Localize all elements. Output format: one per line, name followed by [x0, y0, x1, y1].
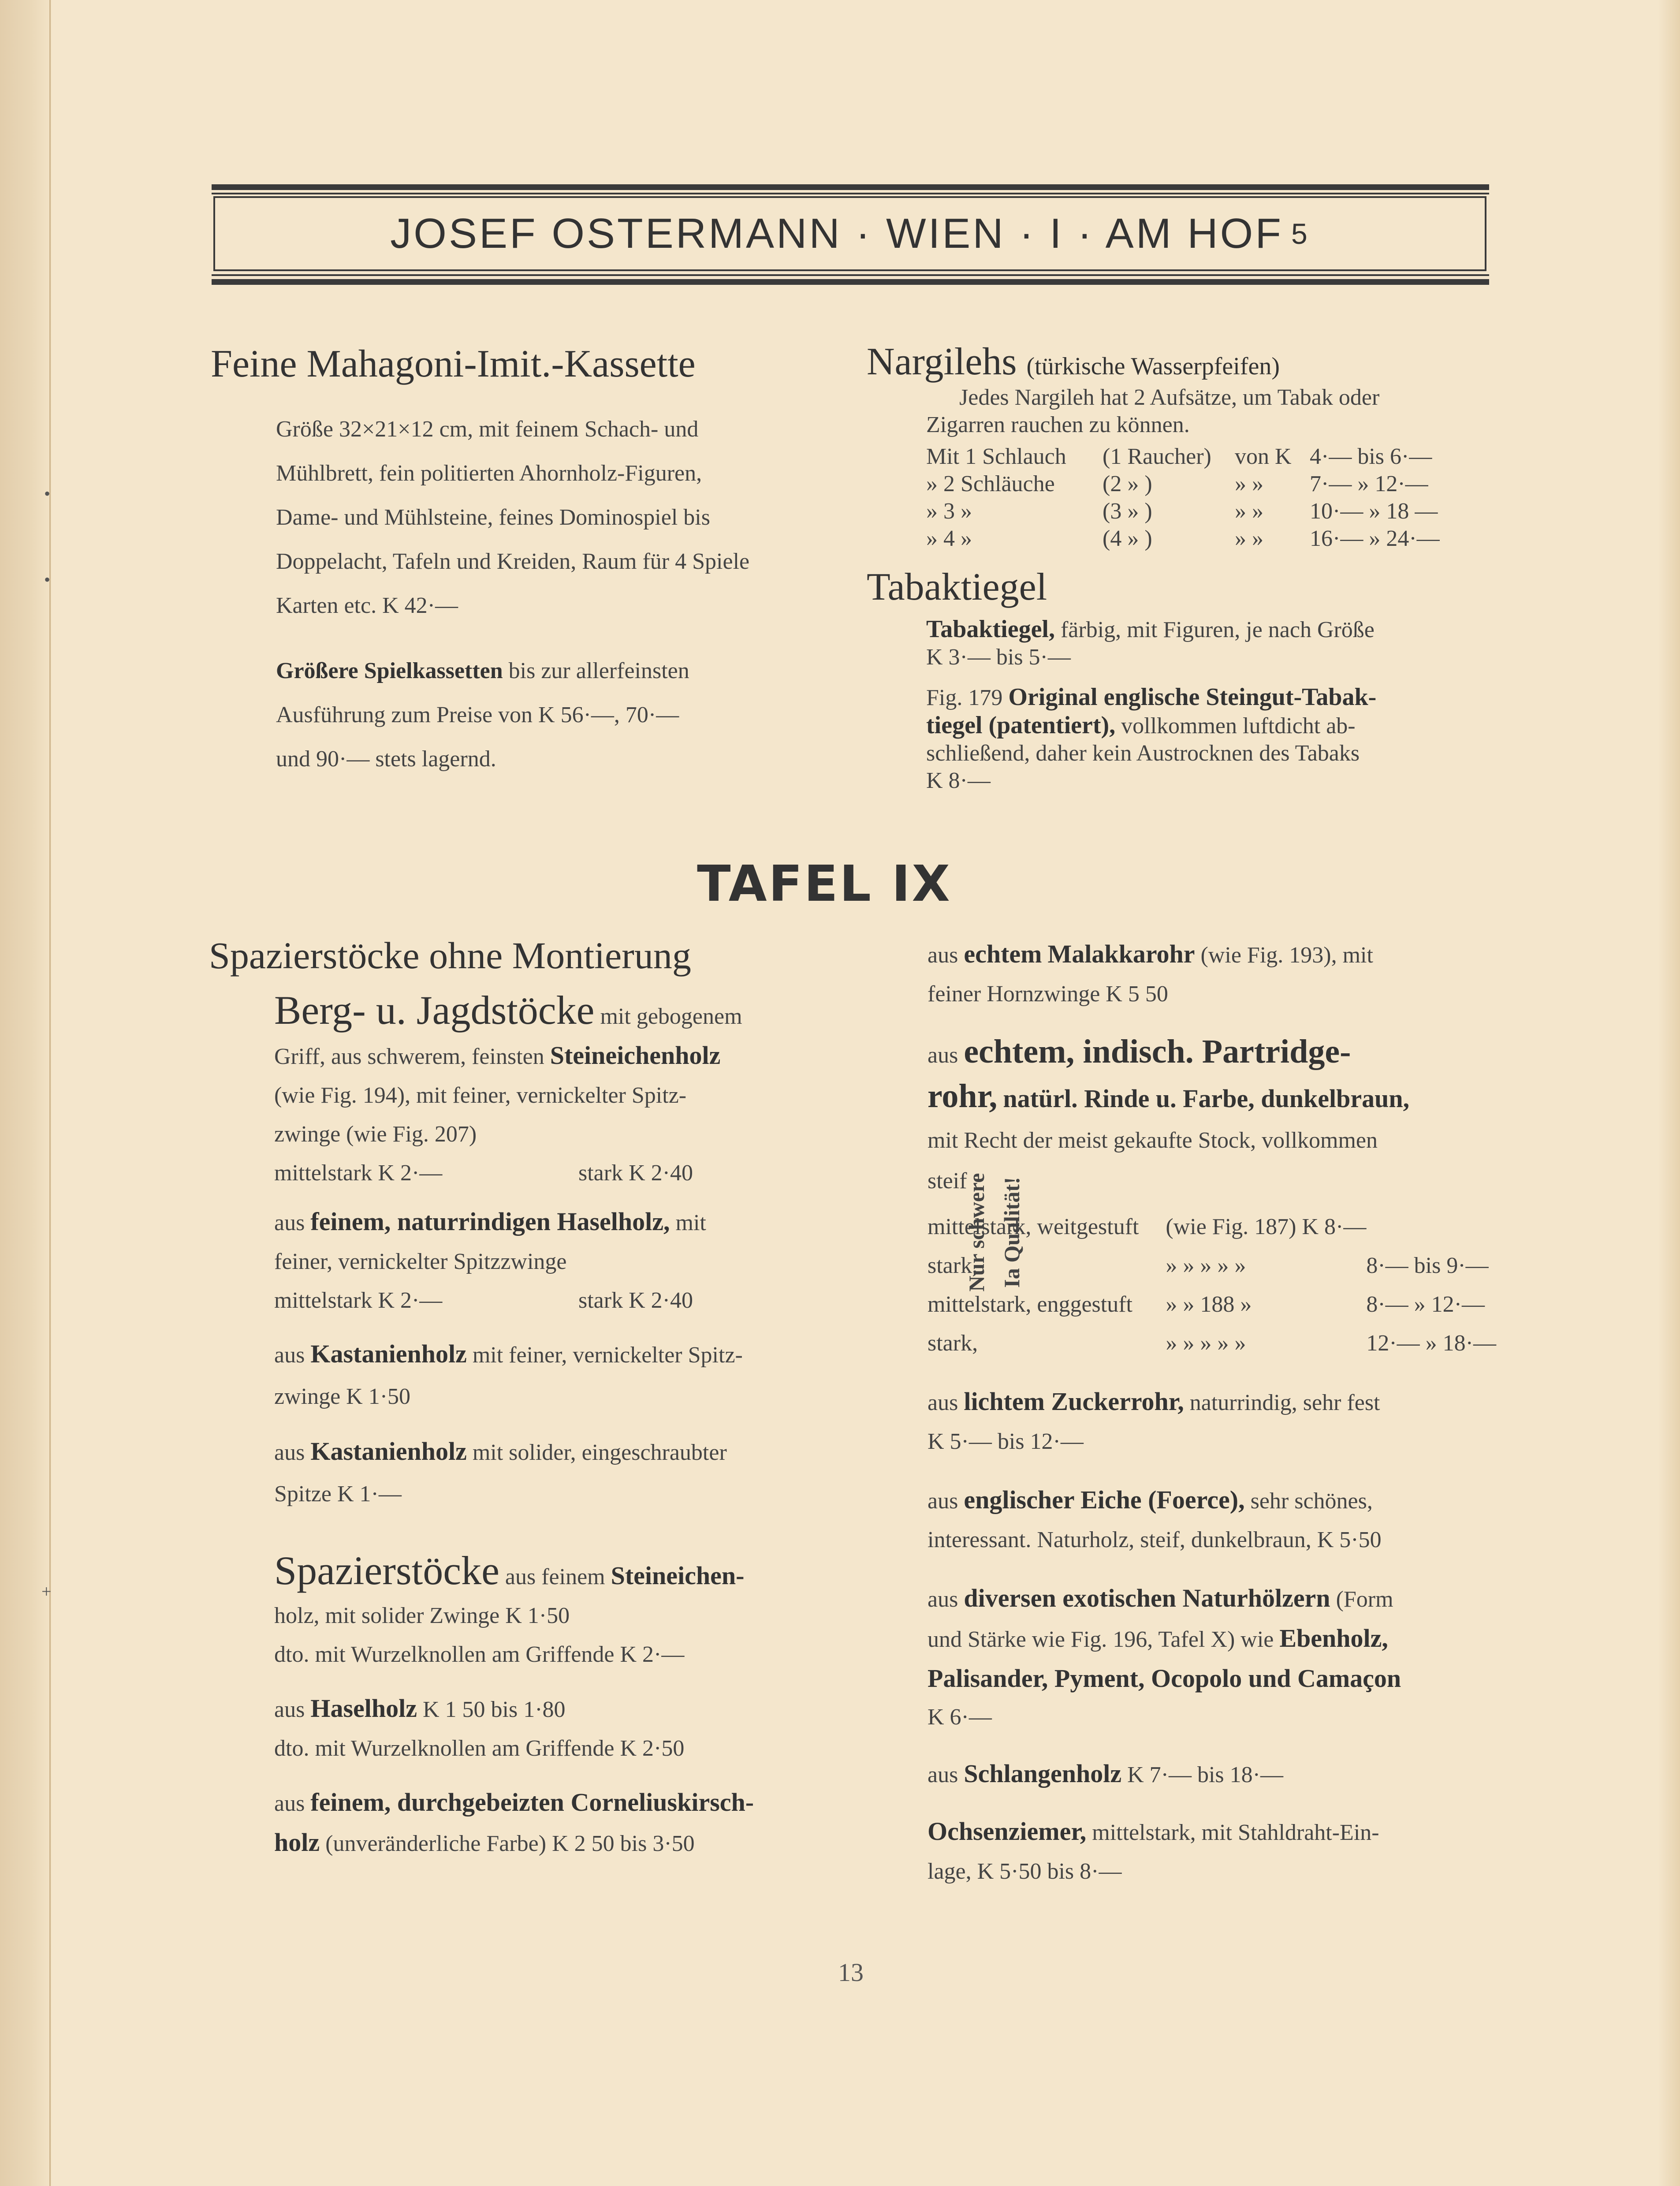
page-edge: [1658, 0, 1680, 2186]
kassette-more-line: Ausführung zum Preise von K 56·—, 70·—: [276, 702, 679, 728]
fig-text: schließend, daher kein Austrocknen des Tabaks: [926, 741, 1360, 766]
berg-title: Berg- u. Jagdstöcke: [274, 987, 595, 1033]
item-bold: Kastanienholz: [310, 1339, 467, 1368]
section-title: Spazierstöcke ohne Montierung: [209, 934, 691, 977]
item-text: aus: [274, 1791, 305, 1816]
item-text: mit Recht der meist gekaufte Stock, vollkommen: [928, 1128, 1378, 1153]
item-price: K 7·— bis 18·—: [1127, 1762, 1283, 1787]
item-text: interessant. Naturholz, steif, dunkelbraun, K 5·50: [928, 1527, 1382, 1552]
item-bold: echtem: [964, 940, 1042, 968]
berg-text: zwinge (wie Fig. 207): [274, 1121, 477, 1147]
table-cell: [1366, 1208, 1496, 1246]
item-bold: feinem, durchgebeizten Corneliuskirsch-: [310, 1787, 754, 1817]
item-text: mittelstark, mit Stahldraht-Ein-: [1092, 1820, 1379, 1845]
table-cell: » »: [1235, 471, 1263, 497]
item-bold: feinem, naturrindigen Haselholz,: [310, 1207, 670, 1236]
malakka-item: [928, 935, 1496, 1014]
table-cell: 10·— » 18 —: [1310, 499, 1438, 524]
margin-mark: •: [44, 484, 51, 504]
item-price: zwinge K 1·50: [274, 1384, 411, 1409]
item-bold: Haselholz: [310, 1694, 417, 1723]
kassette-line: Mühlbrett, fein politierten Ahornholz-Figuren,: [276, 461, 702, 486]
table-cell: » » » » »: [1166, 1331, 1246, 1356]
tabaktiegel-bold: Tabaktiegel,: [926, 616, 1055, 643]
item-text: aus: [274, 1210, 305, 1235]
item-text: mit feiner, vernickelter Spitz-: [472, 1342, 743, 1368]
partridge-item: [928, 1031, 1496, 1201]
ochsenziemer-item: [928, 1812, 1496, 1891]
table-row: [928, 1324, 1496, 1363]
tabaktiegel-text: [926, 616, 1493, 671]
nargilehs-title: Nargilehs: [867, 340, 1017, 383]
margin-mark: •: [44, 570, 51, 589]
margin-mark: +: [41, 1582, 52, 1601]
item-price: lage, K 5·50 bis 8·—: [928, 1859, 1122, 1884]
item-title: echtem, indisch. Partridge-: [964, 1033, 1351, 1070]
nargilehs-line: Jedes Nargileh hat 2 Aufsätze, um Tabak oder: [959, 385, 1380, 410]
table-cell: Mit 1 Schlauch: [926, 444, 1066, 470]
item-text: aus: [928, 943, 958, 968]
table-cell: » » 188 »: [1166, 1292, 1252, 1317]
berg-text: (wie Fig. 194), mit feiner, vernickelter Spitz-: [274, 1082, 687, 1108]
nargilehs-section: [867, 339, 1493, 795]
table-cell: » 2 Schläuche: [926, 471, 1055, 497]
table-cell: mittelstark, weitgestuft: [928, 1214, 1139, 1239]
table-cell: 7·— » 12·—: [1310, 471, 1428, 497]
header-title: [215, 198, 1485, 269]
page-number: 13: [838, 1958, 864, 1987]
item-text: (Form: [1336, 1587, 1393, 1612]
item-text: aus: [928, 1043, 958, 1068]
right-column: [928, 935, 1496, 1891]
item-text: aus: [274, 1697, 305, 1722]
kassette-more-title: Größere Spielkassetten: [276, 658, 503, 684]
schlangenholz-item: [928, 1754, 1496, 1794]
table-row: [926, 525, 1440, 552]
cornelius-item: [274, 1783, 861, 1863]
item-bold: Kastanienholz: [310, 1436, 467, 1466]
item-title: Spazierstöcke: [274, 1548, 499, 1593]
table-cell: von K: [1235, 444, 1292, 470]
table-row: [926, 470, 1440, 498]
table-cell: mittelstark, enggestuft: [928, 1292, 1133, 1317]
table-cell: (4 » ): [1103, 526, 1152, 552]
item-bold: Steineichen-: [611, 1561, 745, 1590]
tafel-heading: TAFEL IX: [697, 855, 952, 913]
item-price: stark K 2·40: [578, 1287, 693, 1313]
item-text: dto. mit Wurzelknollen am Griffende K 2·—: [274, 1641, 685, 1667]
item-price: (unveränderliche Farbe) K 2 50 bis 3·50: [325, 1831, 695, 1856]
item-text: aus: [274, 1342, 305, 1368]
item-text: aus feinem: [505, 1564, 605, 1589]
item-price: K 5·— bis 12·—: [928, 1429, 1084, 1454]
item-text: aus: [928, 1390, 958, 1415]
item-text: naturrindig, sehr fest: [1189, 1390, 1380, 1415]
header-number: 5: [1291, 217, 1310, 250]
item-price: mittelstark K 2·—: [274, 1287, 443, 1313]
kassette-line: Größe 32×21×12 cm, mit feinem Schach- und: [276, 417, 699, 442]
spazierstoecke-item: [274, 1548, 861, 1674]
table-cell: 16·— » 24·—: [1310, 526, 1440, 552]
table-cell: » »: [1235, 499, 1263, 524]
item-text: feiner, vernickelter Spitzzwinge: [274, 1249, 567, 1274]
kastanien-item-1: [274, 1333, 861, 1418]
sidenote-line: Nur schwere: [964, 1173, 989, 1292]
nargilehs-price-table: [926, 443, 1440, 552]
item-title: rohr,: [928, 1078, 998, 1115]
header-rule-bottom-thin: [212, 274, 1489, 276]
partridge-size-table: [928, 1208, 1496, 1363]
item-text: steif: [928, 1168, 967, 1194]
nargilehs-subtitle: (türkische Wasserpfeifen): [1026, 353, 1280, 380]
item-price: K 6·—: [928, 1705, 992, 1730]
fig-price: K 8·—: [926, 768, 991, 794]
header-rule-bottom: [212, 279, 1489, 285]
table-cell: 4·— bis 6·—: [1310, 444, 1432, 470]
kassette-more-text: bis zur allerfeinsten: [508, 658, 689, 684]
table-row: [928, 1246, 1496, 1285]
zuckerrohr-item: [928, 1382, 1496, 1461]
hasel-item: [274, 1202, 861, 1320]
tabaktiegel-price: K 3·— bis 5·—: [926, 645, 1071, 670]
tabaktiegel-title: Tabaktiegel: [867, 566, 1047, 609]
table-cell: 12·— » 18·—: [1366, 1331, 1496, 1356]
item-bold: natürl. Rinde u. Farbe, dunkelbraun,: [1003, 1084, 1410, 1113]
haselholz-item: [274, 1689, 861, 1768]
header-title-text: JOSEF OSTERMANN · WIEN · I · AM HOF: [390, 210, 1283, 257]
item-price: K 1 50 bis 1·80: [423, 1697, 566, 1722]
berg-text: Griff, aus schwerem, feinsten: [274, 1044, 544, 1069]
berg-price: mittelstark K 2·—: [274, 1160, 443, 1186]
header-rule-top-thin: [212, 193, 1489, 194]
page-fold: [49, 0, 51, 2186]
item-text: mit solider, eingeschraubter: [472, 1440, 727, 1465]
header-box: [213, 196, 1486, 271]
kassette-section: [211, 342, 846, 781]
table-cell: 8·— bis 9·—: [1366, 1253, 1489, 1278]
item-price: Spitze K 1·—: [274, 1481, 402, 1507]
table-cell: stark,: [928, 1331, 978, 1356]
table-cell: (1 Raucher): [1103, 444, 1211, 470]
table-cell: (2 » ): [1103, 471, 1152, 497]
item-price: feiner Hornzwinge K 5 50: [928, 981, 1168, 1007]
nargilehs-line: Zigarren rauchen zu können.: [926, 412, 1190, 438]
fig-text: vollkommen luftdicht ab-: [1121, 713, 1356, 739]
item-text: und Stärke wie Fig. 196, Tafel X) wie: [928, 1627, 1274, 1652]
item-bold: Schlangenholz: [964, 1759, 1122, 1788]
left-column: [209, 934, 861, 1863]
kassette-line: Dame- und Mühlsteine, feines Dominospiel bis: [276, 505, 710, 530]
kassette-line: Karten etc. K 42·—: [276, 593, 458, 619]
tabaktiegel-fig: [926, 683, 1493, 795]
nargilehs-text: [867, 384, 1493, 439]
table-row: [928, 1208, 1496, 1246]
header-rule-top: [212, 184, 1489, 190]
berg-text: mit gebogenem: [600, 1003, 742, 1029]
table-cell: » »: [1235, 526, 1263, 552]
berg-item: [274, 987, 861, 1193]
item-bold: Malakkarohr: [1047, 940, 1195, 968]
item-text: aus: [274, 1440, 305, 1465]
table-cell: (wie Fig. 187) K 8·—: [1166, 1214, 1367, 1239]
table-row: [928, 1285, 1496, 1324]
berg-bold: Steineichenholz: [550, 1041, 721, 1070]
item-bold: diversen exotischen Naturhölzern: [964, 1584, 1330, 1612]
table-cell: (3 » ): [1103, 499, 1152, 524]
kassette-text: [276, 407, 846, 628]
kassette-title: Feine Mahagoni-Imit.-Kassette: [211, 343, 696, 385]
table-cell: » » » » »: [1166, 1253, 1246, 1278]
item-bold: englischer Eiche (Foerce),: [964, 1485, 1245, 1514]
item-text: mit: [675, 1210, 706, 1235]
fig-bold: Original englische Steingut-Tabak-: [1008, 683, 1377, 711]
table-row: [926, 498, 1440, 525]
sidenote-line: Ia Qualität!: [999, 1177, 1024, 1288]
kassette-line: Doppelacht, Tafeln und Kreiden, Raum für 4 Spiele: [276, 549, 750, 574]
fig-ref: Fig. 179: [926, 685, 1003, 711]
tabaktiegel-desc: färbig, mit Figuren, je nach Größe: [1060, 617, 1375, 643]
item-text: aus: [928, 1488, 958, 1514]
table-cell: stark,: [928, 1253, 978, 1278]
table-cell: » 4 »: [926, 526, 972, 552]
kastanien-item-2: [274, 1431, 861, 1515]
item-bold: lichtem Zuckerrohr,: [964, 1387, 1184, 1416]
table-row: [926, 443, 1440, 470]
eiche-item: [928, 1481, 1496, 1559]
berg-price: stark K 2·40: [578, 1160, 693, 1186]
binding-shadow: [0, 0, 52, 2186]
item-bold: Ebenholz,: [1279, 1624, 1388, 1653]
table-cell: » 3 »: [926, 499, 972, 524]
table-cell: 8·— » 12·—: [1366, 1292, 1485, 1317]
fig-bold: tiegel (patentiert),: [926, 712, 1116, 739]
item-text: (wie Fig. 193), mit: [1200, 943, 1373, 968]
item-text: sehr schönes,: [1250, 1488, 1373, 1514]
kassette-more: [276, 649, 846, 781]
kassette-more-line: und 90·— stets lagernd.: [276, 746, 496, 772]
item-bold: holz: [274, 1828, 320, 1857]
item-bold: Palisander, Pyment, Ocopolo und Camaçon: [928, 1664, 1401, 1693]
item-text: aus: [928, 1762, 958, 1787]
item-text: dto. mit Wurzelknollen am Griffende K 2·50: [274, 1735, 685, 1761]
item-text: holz, mit solider Zwinge K 1·50: [274, 1603, 570, 1628]
item-bold: Ochsenziemer,: [928, 1817, 1087, 1846]
exotic-item: [928, 1579, 1496, 1737]
item-text: aus: [928, 1587, 958, 1612]
